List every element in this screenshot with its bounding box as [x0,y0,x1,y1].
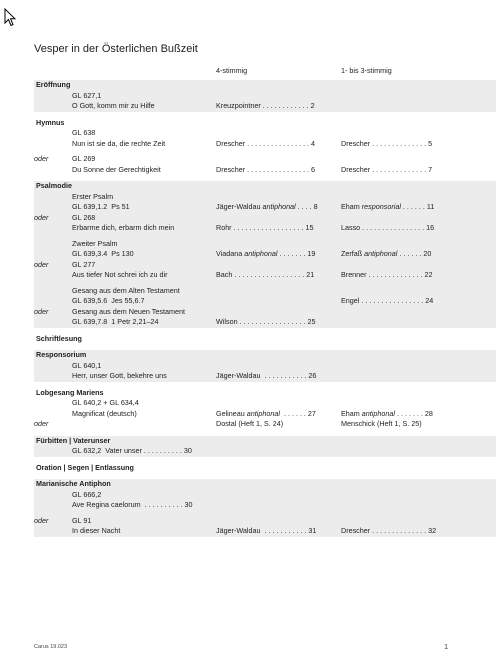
composer: Jäger-Waldau [216,202,263,211]
setting-1-3-voice [341,203,434,210]
page-ref: . . . . . . . 28 [394,408,433,418]
setting-4-voice: Wilson . . . . . . . . . . . . . . . . . 25 [216,317,316,326]
section-schriftlesung [34,334,496,345]
setting-4-voice: Rohr . . . . . . . . . . . . . . . . . . 15 [216,223,314,232]
section-fuerbitten-vaterunser [34,436,496,457]
column-header-4-stimmig: 4-stimmig [216,66,248,75]
hymnal-ref: GL 639,5.6 Jes 55,6.7 [72,296,145,305]
performance-style: antiphonal [364,249,398,258]
section-heading: Fürbitten | Vaterunser [36,435,111,445]
setting-1-3-voice [341,250,431,257]
hymnal-ref: GL 666,2 [72,489,102,499]
composer: Eham [341,202,362,211]
section-heading: Oration | Segen | Entlassung [36,462,134,472]
setting-1-3-voice: Engel . . . . . . . . . . . . . . . . 24 [341,296,434,305]
column-header-1-3-stimmig: 1- bis 3-stimmig [341,66,392,75]
hymnal-ref: GL 269 [72,154,96,163]
hymnal-ref: GL 91 [72,515,92,525]
performance-style: responsorial [361,202,401,211]
composer: Viadana [216,249,245,258]
piece-title: Erbarme dich, erbarm dich mein [72,223,175,232]
hymnal-ref: GL 268 [72,212,96,222]
setting-4-voice: Drescher . . . . . . . . . . . . . . . . 4 [216,138,316,148]
section-marianische-antiphon [34,479,496,537]
page-title: Vesper in der Österlichen Bußzeit [34,43,198,55]
alternative-label: oder [34,259,49,269]
setting-1-3-voice: Drescher . . . . . . . . . . . . . . 7 [341,164,433,174]
hymnal-ref: GL 627,1 [72,90,102,100]
setting-4-voice: Drescher . . . . . . . . . . . . . . . . 6 [216,164,316,174]
performance-style: antiphonal [246,408,280,418]
page-ref: . . . . . . 27 [279,408,316,418]
composer: Eham [341,408,362,418]
setting-4-voice [216,250,315,257]
alternative-label: oder [34,212,49,222]
setting-1-3-voice [341,410,433,417]
piece-title: Herr, unser Gott, bekehre uns [72,371,167,380]
page-ref: . . . . . . 11 [400,202,435,211]
setting-4-voice: Dostal (Heft 1, S. 24) [216,419,284,428]
program-table [34,80,496,543]
setting-4-voice: Bach . . . . . . . . . . . . . . . . . . 21 [216,270,315,279]
section-heading: Lobgesang Mariens [36,387,104,397]
psalm-heading: Erster Psalm [72,191,114,201]
hymnal-ref: GL 639,3.4 Ps 130 [72,249,134,258]
setting-4-voice: Kreuzpointner . . . . . . . . . . . . 2 [216,101,315,110]
section-heading: Hymnus [36,117,65,127]
setting-1-3-voice: Drescher . . . . . . . . . . . . . . 5 [341,138,433,148]
section-heading: Eröffnung [36,80,71,89]
page-ref: . . . . . . . 19 [277,249,316,258]
piece-title: Aus tiefer Not schrei ich zu dir [72,270,168,279]
alternative-label: oder [34,419,49,428]
page-ref: . . . . 8 [295,202,318,211]
page-ref: . . . . . . 20 [397,249,432,258]
hymnal-ref: GL 638 [72,128,96,137]
alternative-label: oder [34,306,49,316]
section-responsorium [34,350,496,382]
section-psalmodie [34,181,496,328]
composer: Zerfaß [341,249,365,258]
mouse-pointer-icon [4,8,16,28]
section-oration-segen-entlassung [34,463,496,474]
section-heading: Marianische Antiphon [36,479,111,488]
canticle-heading: Gesang aus dem Neuen Testament [72,306,185,316]
canticle-heading: Gesang aus dem Alten Testament [72,285,180,295]
section-lobgesang-mariens [34,388,496,430]
setting-1-3-voice: Drescher . . . . . . . . . . . . . . 32 [341,526,437,535]
piece-title: Magnificat (deutsch) [72,408,137,418]
hymnal-ref: GL 639,7.8 1 Petr 2,21–24 [72,317,159,326]
alternative-label: oder [34,515,49,525]
section-heading: Schriftlesung [36,333,82,343]
hymnal-ref: GL 639,1.2 Ps 51 [72,202,130,211]
piece-title: Du Sonne der Gerechtigkeit [72,164,161,174]
setting-4-voice [216,203,318,210]
alternative-label: oder [34,154,49,163]
performance-style: antiphonal [262,202,296,211]
piece-title: Nun ist sie da, die rechte Zeit [72,138,166,148]
piece-entry: GL 632,2 Vater unser . . . . . . . . . . 30 [72,446,192,455]
setting-4-voice [216,410,316,417]
performance-style: antiphonal [361,408,395,418]
setting-1-3-voice: Menschick (Heft 1, S. 25) [341,419,422,428]
composer: Gelineau [216,408,247,418]
setting-1-3-voice: Brenner . . . . . . . . . . . . . . 22 [341,270,433,279]
piece-entry: Ave Regina caelorum . . . . . . . . . . 30 [72,500,193,509]
section-heading: Psalmodie [36,181,72,190]
psalm-heading: Zweiter Psalm [72,238,118,248]
footer-catalog-number: Carus 19.023 [34,644,68,650]
section-eroeffnung [34,80,496,112]
setting-4-voice: Jäger-Waldau . . . . . . . . . . . 26 [216,371,317,380]
hymnal-ref: GL 640,2 + GL 634,4 [72,398,139,407]
page-number: 1 [444,642,449,651]
piece-title: In dieser Nacht [72,526,121,535]
section-heading: Responsorium [36,350,87,359]
performance-style: antiphonal [244,249,278,258]
piece-title: O Gott, komm mir zu Hilfe [72,101,155,110]
setting-4-voice: Jäger-Waldau . . . . . . . . . . . 31 [216,526,317,535]
hymnal-ref: GL 640,1 [72,360,102,370]
hymnal-ref: GL 277 [72,259,96,269]
setting-1-3-voice: Lasso . . . . . . . . . . . . . . . . 16 [341,223,435,232]
section-hymnus [34,118,496,176]
